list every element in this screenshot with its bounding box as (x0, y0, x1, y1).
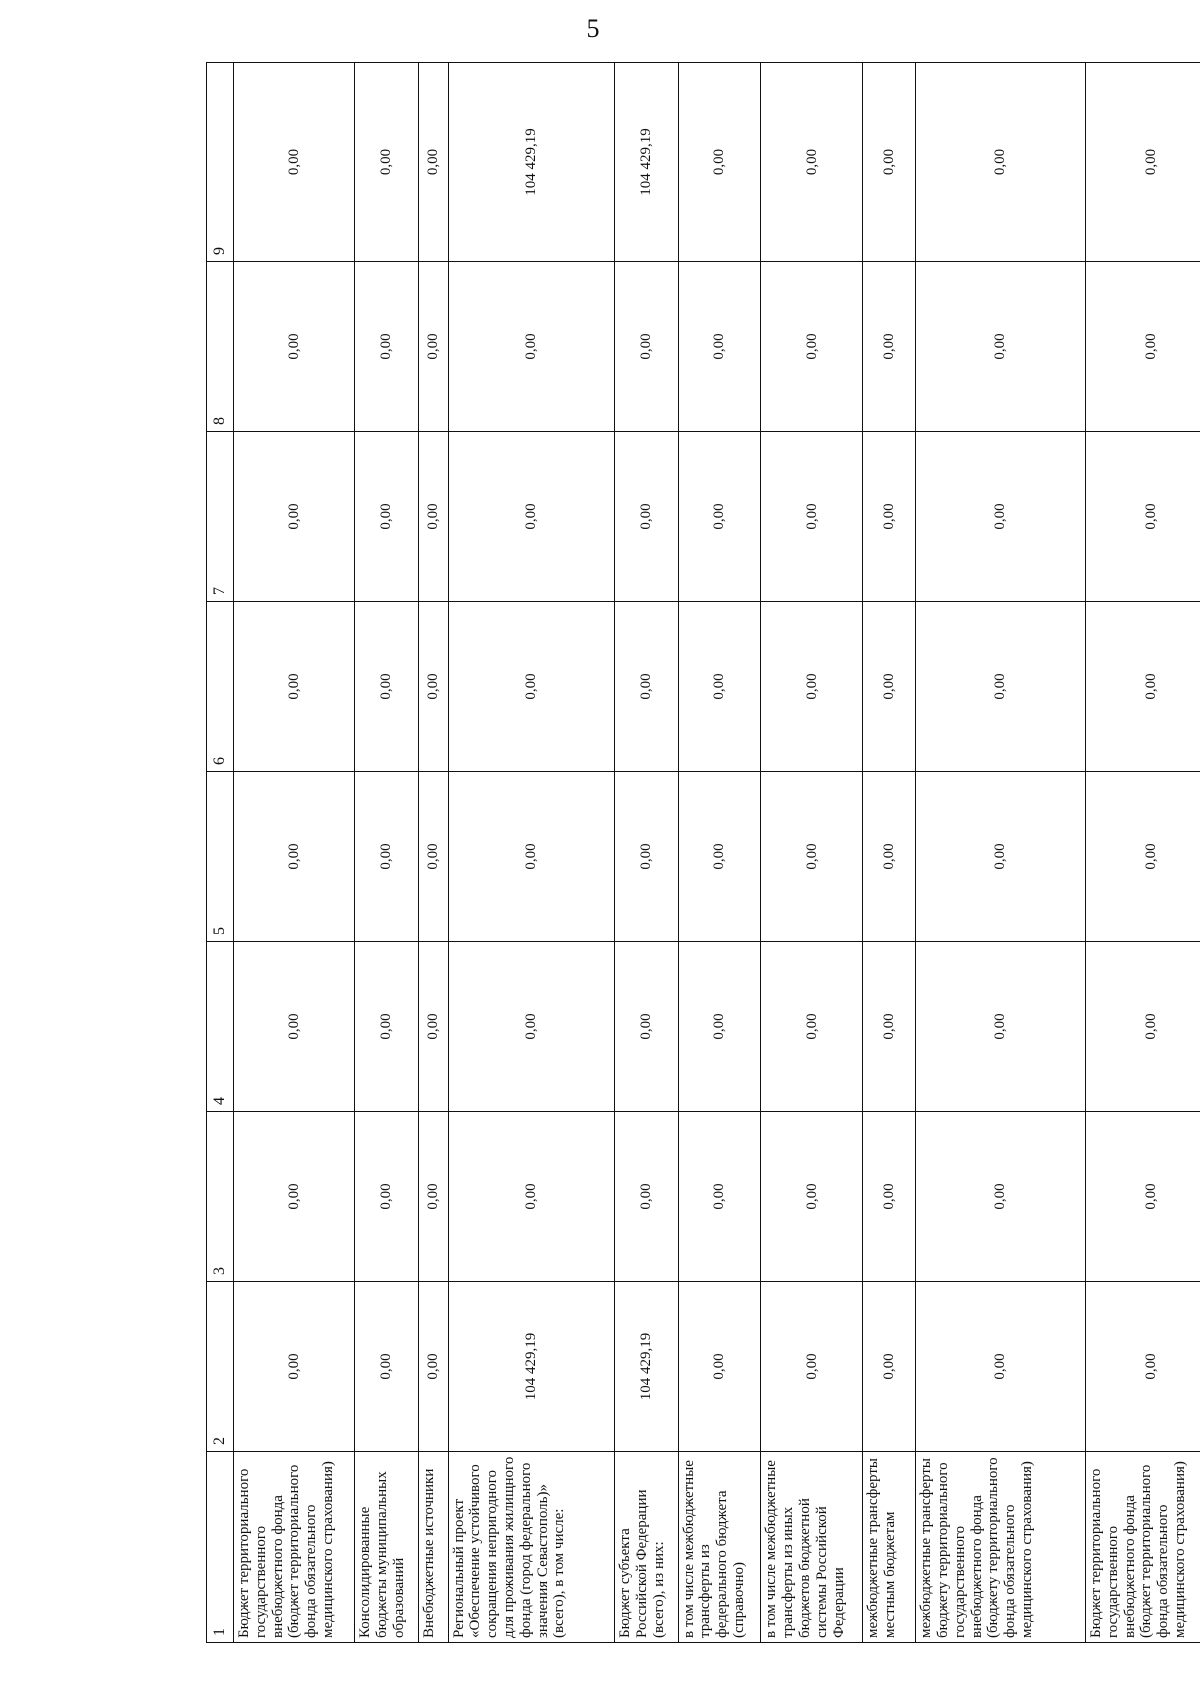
header-row (207, 63, 234, 1643)
value-cell: 0,00 (448, 1112, 614, 1282)
value-cell: 0,00 (678, 63, 761, 262)
value-cell: 0,00 (1086, 262, 1200, 432)
value-cell: 0,00 (863, 602, 916, 772)
value-cell: 0,00 (615, 262, 679, 432)
table-row (761, 63, 863, 1643)
value-cell: 0,00 (761, 1112, 863, 1282)
value-cell: 0,00 (863, 1282, 916, 1452)
value-cell: 0,00 (615, 942, 679, 1112)
value-cell: 0,00 (418, 1112, 448, 1282)
table-row (678, 63, 761, 1643)
budget-table (206, 62, 1200, 1643)
header-cell: 3 (207, 1112, 234, 1282)
value-cell: 0,00 (863, 772, 916, 942)
value-cell: 0,00 (761, 1282, 863, 1452)
value-cell: 104 429,19 (615, 1282, 679, 1452)
value-cell: 0,00 (1086, 942, 1200, 1112)
value-cell: 0,00 (678, 602, 761, 772)
page-number: 5 (586, 14, 600, 43)
value-cell: 104 429,19 (448, 63, 614, 262)
value-cell: 0,00 (418, 1282, 448, 1452)
value-cell: 0,00 (355, 1282, 419, 1452)
value-cell: 0,00 (418, 63, 448, 262)
table-row (1086, 63, 1200, 1643)
row-label: Региональный проект «Обеспечение устойчивого сокращения непригодного для проживания жилищного фонда (город федерального значения Севастополь)» (всего), в том числе: (448, 1452, 614, 1643)
value-cell: 0,00 (916, 942, 1086, 1112)
value-cell: 0,00 (916, 432, 1086, 602)
value-cell: 0,00 (418, 942, 448, 1112)
row-label: в том числе межбюджетные трансферты из иных бюджетов бюджетной системы Российской Федерации (761, 1452, 863, 1643)
value-cell: 0,00 (355, 772, 419, 942)
value-cell: 0,00 (448, 772, 614, 942)
value-cell: 0,00 (863, 942, 916, 1112)
value-cell: 0,00 (615, 602, 679, 772)
value-cell: 0,00 (678, 772, 761, 942)
value-cell: 0,00 (1086, 1112, 1200, 1282)
value-cell: 0,00 (678, 942, 761, 1112)
value-cell: 0,00 (863, 63, 916, 262)
value-cell: 0,00 (1086, 63, 1200, 262)
value-cell: 0,00 (761, 432, 863, 602)
row-label: Бюджет территориального государственного внебюджетного фонда (бюджет территориального фонда обязательного медицинского страхования) (1086, 1452, 1200, 1643)
row-label: Внебюджетные источники (418, 1452, 448, 1643)
value-cell: 104 429,19 (615, 63, 679, 262)
value-cell: 0,00 (418, 262, 448, 432)
value-cell: 0,00 (1086, 432, 1200, 602)
value-cell: 0,00 (234, 1112, 355, 1282)
value-cell: 0,00 (678, 262, 761, 432)
value-cell: 0,00 (916, 262, 1086, 432)
header-cell: 6 (207, 602, 234, 772)
row-label: Бюджет субъекта Российской Федерации (всего), из них: (615, 1452, 679, 1643)
table-row (234, 63, 355, 1643)
value-cell: 0,00 (234, 942, 355, 1112)
value-cell: 0,00 (863, 1112, 916, 1282)
value-cell: 0,00 (234, 602, 355, 772)
value-cell: 0,00 (615, 432, 679, 602)
value-cell: 0,00 (234, 772, 355, 942)
value-cell: 0,00 (916, 1282, 1086, 1452)
value-cell: 0,00 (863, 432, 916, 602)
value-cell: 0,00 (678, 432, 761, 602)
table-row (448, 63, 614, 1643)
table-row (615, 63, 679, 1643)
value-cell: 104 429,19 (448, 1282, 614, 1452)
value-cell: 0,00 (761, 602, 863, 772)
value-cell: 0,00 (1086, 602, 1200, 772)
value-cell: 0,00 (615, 1112, 679, 1282)
value-cell: 0,00 (355, 432, 419, 602)
row-label: Бюджет территориального государственного внебюджетного фонда (бюджет территориального фонда обязательного медицинского страхования) (234, 1452, 355, 1643)
value-cell: 0,00 (234, 262, 355, 432)
value-cell: 0,00 (916, 63, 1086, 262)
header-cell: 2 (207, 1282, 234, 1452)
table-row (863, 63, 916, 1643)
header-cell: 7 (207, 432, 234, 602)
value-cell: 0,00 (355, 1112, 419, 1282)
row-label: в том числе межбюджетные трансферты из федерального бюджета (справочно) (678, 1452, 761, 1643)
header-cell: 5 (207, 772, 234, 942)
value-cell: 0,00 (418, 602, 448, 772)
value-cell: 0,00 (615, 772, 679, 942)
value-cell: 0,00 (234, 1282, 355, 1452)
value-cell: 0,00 (761, 942, 863, 1112)
value-cell: 0,00 (761, 63, 863, 262)
value-cell: 0,00 (355, 63, 419, 262)
value-cell: 0,00 (916, 602, 1086, 772)
value-cell: 0,00 (916, 1112, 1086, 1282)
value-cell: 0,00 (448, 602, 614, 772)
value-cell: 0,00 (234, 63, 355, 262)
value-cell: 0,00 (355, 602, 419, 772)
header-cell: 4 (207, 942, 234, 1112)
rotated-table-container (206, 63, 1200, 1643)
value-cell: 0,00 (234, 432, 355, 602)
table-row (355, 63, 419, 1643)
value-cell: 0,00 (448, 432, 614, 602)
header-cell: 8 (207, 262, 234, 432)
row-label: межбюджетные трансферты местным бюджетам (863, 1452, 916, 1643)
value-cell: 0,00 (678, 1112, 761, 1282)
value-cell: 0,00 (1086, 772, 1200, 942)
value-cell: 0,00 (448, 262, 614, 432)
value-cell: 0,00 (1086, 1282, 1200, 1452)
value-cell: 0,00 (418, 432, 448, 602)
row-label: межбюджетные трансферты бюджету территориального государственного внебюджетного фонда (бюджету территориального фонда обязательного медицинского страхования) (916, 1452, 1086, 1643)
row-label: Консолидированные бюджеты муниципальных образований (355, 1452, 419, 1643)
table-row (916, 63, 1086, 1643)
table-row (418, 63, 448, 1643)
value-cell: 0,00 (761, 262, 863, 432)
value-cell: 0,00 (761, 772, 863, 942)
value-cell: 0,00 (418, 772, 448, 942)
value-cell: 0,00 (863, 262, 916, 432)
value-cell: 0,00 (916, 772, 1086, 942)
header-cell: 9 (207, 63, 234, 262)
value-cell: 0,00 (355, 262, 419, 432)
header-cell: 1 (207, 1452, 234, 1643)
value-cell: 0,00 (448, 942, 614, 1112)
value-cell: 0,00 (678, 1282, 761, 1452)
value-cell: 0,00 (355, 942, 419, 1112)
